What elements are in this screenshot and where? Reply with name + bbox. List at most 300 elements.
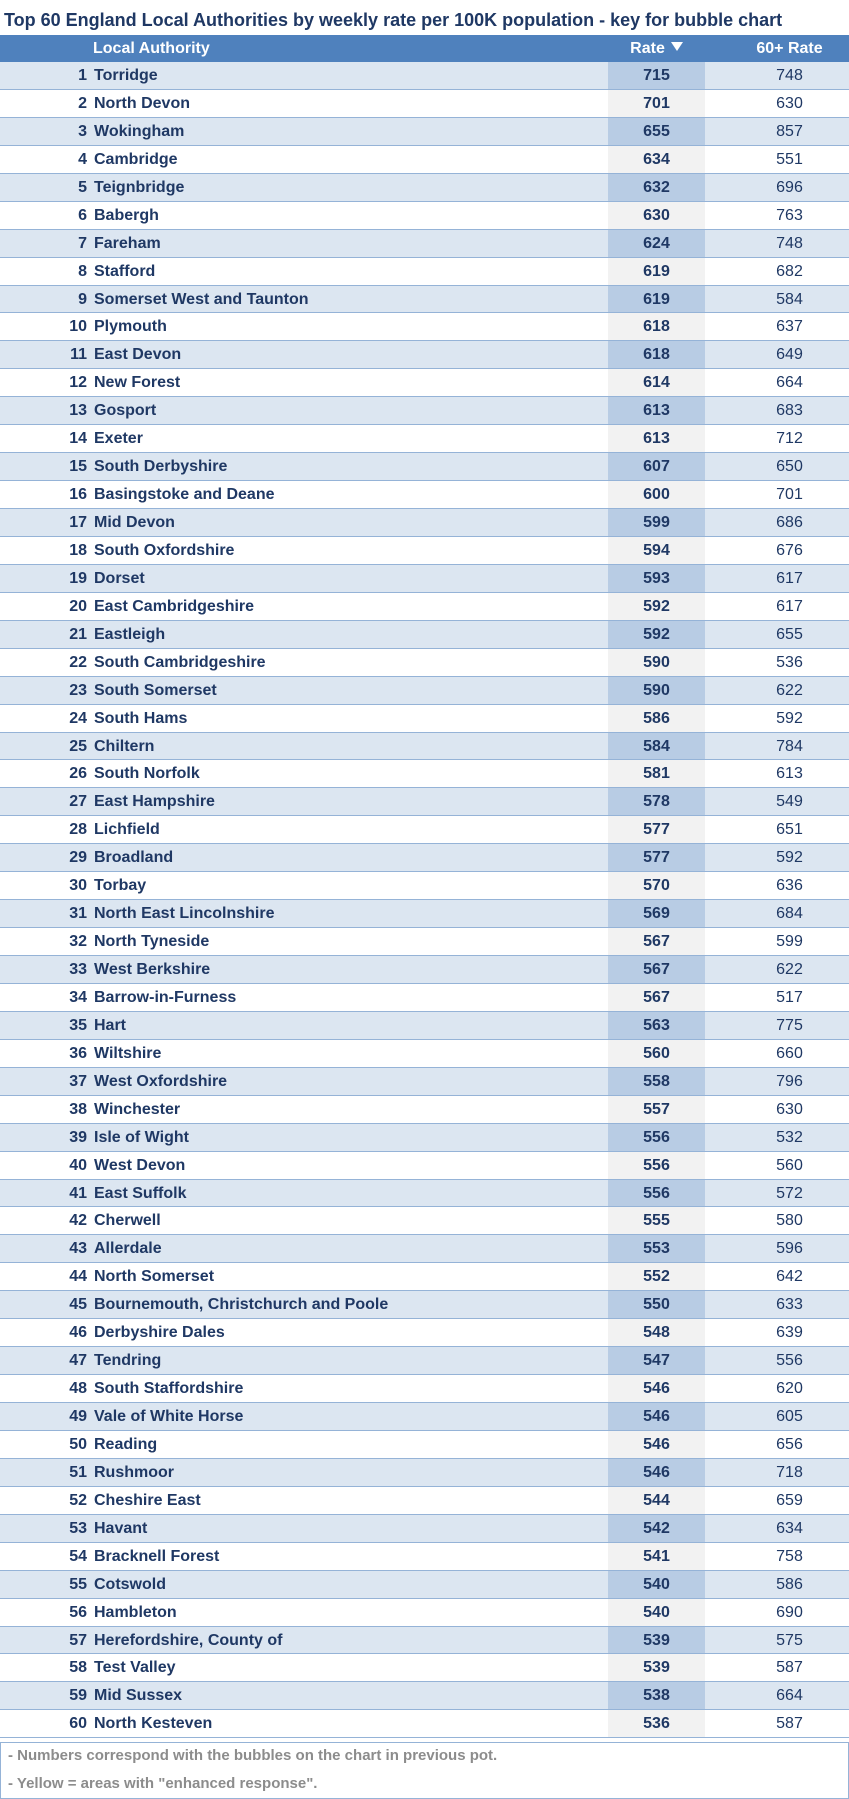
row-60-plus-rate: 592 [776,849,803,867]
row-rank: 27 [69,793,87,811]
table-row [0,872,849,900]
row-local-authority: Herefordshire, County of [94,1631,283,1649]
row-60-plus-rate: 682 [776,262,803,280]
table-row [0,788,849,816]
row-rate: 592 [608,593,705,620]
row-rate: 613 [608,425,705,452]
row-rank: 24 [69,709,87,727]
table-row [0,733,849,761]
row-rate: 546 [608,1403,705,1430]
row-local-authority: North Devon [94,94,190,112]
row-60-plus-rate: 613 [776,765,803,783]
row-rank: 35 [69,1016,87,1034]
row-rate: 556 [608,1152,705,1179]
row-rate: 630 [608,202,705,229]
row-rate: 655 [608,118,705,145]
row-local-authority: Vale of White Horse [94,1408,244,1425]
row-60-plus-rate: 605 [776,1408,803,1425]
row-rate: 618 [608,313,705,340]
row-rate: 539 [608,1627,705,1654]
row-local-authority: Gosport [94,402,157,420]
row-rank: 5 [78,178,87,196]
row-rank: 40 [69,1156,87,1174]
row-rank: 8 [78,262,87,280]
row-60-plus-rate: 580 [776,1212,803,1230]
row-60-plus-rate: 634 [776,1519,803,1537]
row-local-authority: Cambridge [94,150,178,168]
table-row [0,1152,849,1180]
row-60-plus-rate: 617 [776,569,803,587]
row-rate: 614 [608,369,705,396]
row-local-authority: Babergh [94,206,159,224]
row-rate: 563 [608,1012,705,1039]
row-local-authority: Tendring [94,1352,162,1370]
row-local-authority: New Forest [94,374,181,392]
row-local-authority: Hambleton [94,1603,177,1621]
row-rate: 567 [608,984,705,1011]
row-rank: 50 [69,1435,87,1453]
row-rate: 599 [608,509,705,536]
row-local-authority: Isle of Wight [94,1128,189,1146]
row-60-plus-rate: 556 [776,1352,803,1370]
row-rank: 47 [69,1352,87,1370]
row-60-plus-rate: 587 [776,1715,803,1733]
table-row [0,1012,849,1040]
row-60-plus-rate: 560 [776,1156,803,1174]
table-row [0,1627,849,1655]
row-local-authority: Broadland [94,849,174,867]
row-60-plus-rate: 592 [776,709,803,727]
table-row [0,481,849,509]
row-rate: 618 [608,341,705,368]
table-row [0,1207,849,1235]
table-row [0,1124,849,1152]
row-60-plus-rate: 660 [776,1044,803,1062]
table-row [0,1543,849,1571]
row-rank: 14 [69,430,87,448]
row-rate: 634 [608,146,705,173]
row-rate: 567 [608,928,705,955]
row-rate: 541 [608,1543,705,1570]
row-rank: 45 [69,1296,87,1314]
table-row [0,593,849,621]
row-rank: 57 [69,1631,87,1649]
row-local-authority: Test Valley [94,1659,176,1677]
row-rate: 624 [608,230,705,257]
row-rank: 10 [69,318,87,336]
row-local-authority: Rushmoor [94,1463,174,1481]
table-row [0,1347,849,1375]
row-rank: 54 [69,1547,87,1565]
table-row [0,453,849,481]
table-row [0,230,849,258]
table-row [0,62,849,90]
row-rank: 42 [69,1212,87,1230]
table-row [0,1654,849,1682]
row-rate: 581 [608,760,705,787]
row-rate: 584 [608,733,705,760]
table-row [0,537,849,565]
row-local-authority: Lichfield [94,821,160,839]
row-rate: 550 [608,1291,705,1318]
row-rate: 544 [608,1487,705,1514]
row-rank: 31 [69,905,87,923]
row-rank: 46 [69,1324,87,1342]
table-row [0,258,849,286]
row-rank: 36 [69,1044,87,1062]
row-local-authority: East Cambridgeshire [94,597,255,615]
row-rank: 3 [78,122,87,140]
row-rank: 41 [69,1184,87,1202]
table-row [0,649,849,677]
row-60-plus-rate: 636 [776,877,803,895]
table-body [0,62,849,1738]
column-header-rate[interactable] [608,35,705,62]
row-rate: 577 [608,816,705,843]
column-header-60-plus-rate[interactable]: 60+ Rate [756,40,823,57]
row-60-plus-rate: 696 [776,178,803,196]
row-local-authority: West Berkshire [94,961,211,978]
row-local-authority: Fareham [94,234,161,252]
row-60-plus-rate: 637 [776,318,803,336]
row-local-authority: Derbyshire Dales [94,1324,225,1342]
table-row [0,565,849,593]
row-rate: 555 [608,1207,705,1234]
row-60-plus-rate: 655 [776,625,803,643]
row-local-authority: Wokingham [94,122,185,140]
row-rate: 594 [608,537,705,564]
row-rank: 25 [69,737,87,755]
row-rank: 19 [69,569,87,587]
row-60-plus-rate: 712 [776,430,803,448]
table-row [0,1571,849,1599]
row-rate: 540 [608,1571,705,1598]
note-bubbles: - Numbers correspond with the bubbles on the chart in previous pot. [8,1747,498,1764]
row-rate: 607 [608,453,705,480]
row-rate: 569 [608,900,705,927]
row-rank: 55 [69,1575,87,1593]
row-rate: 619 [608,286,705,313]
row-60-plus-rate: 690 [776,1603,803,1621]
table-row [0,1403,849,1431]
row-local-authority: South Oxfordshire [94,541,235,559]
row-rate: 613 [608,397,705,424]
row-60-plus-rate: 649 [776,346,803,364]
row-rate: 546 [608,1459,705,1486]
row-rate: 548 [608,1319,705,1346]
table-row [0,1459,849,1487]
row-rate: 536 [608,1710,705,1737]
row-60-plus-rate: 659 [776,1491,803,1509]
row-rank: 49 [69,1408,87,1425]
row-rate: 577 [608,844,705,871]
row-local-authority: Plymouth [94,318,167,336]
row-rank: 17 [69,514,87,531]
row-rank: 39 [69,1128,87,1146]
row-60-plus-rate: 748 [776,234,803,252]
row-rank: 53 [69,1519,87,1537]
row-60-plus-rate: 676 [776,541,803,559]
row-local-authority: Mid Sussex [94,1687,183,1705]
table-row [0,621,849,649]
row-rank: 2 [78,94,87,112]
table-row [0,174,849,202]
row-local-authority: Stafford [94,262,156,280]
row-60-plus-rate: 596 [776,1240,803,1258]
row-rate: 539 [608,1654,705,1681]
row-60-plus-rate: 617 [776,597,803,615]
table-row [0,1180,849,1208]
row-rank: 22 [69,653,87,671]
table-row [0,146,849,174]
row-60-plus-rate: 656 [776,1435,803,1453]
table-row [0,1291,849,1319]
row-rate: 586 [608,705,705,732]
row-60-plus-rate: 642 [776,1268,803,1286]
row-local-authority: East Hampshire [94,793,215,811]
row-local-authority: North East Lincolnshire [94,905,275,923]
row-rank: 15 [69,458,87,476]
row-60-plus-rate: 586 [776,1575,803,1593]
row-60-plus-rate: 622 [776,961,803,978]
page-title: Top 60 England Local Authorities by weekly rate per 100K population - key for bubble chart [4,10,783,30]
row-rank: 32 [69,933,87,951]
table-row [0,1319,849,1347]
row-local-authority: South Staffordshire [94,1380,244,1398]
row-local-authority: Teignbridge [94,178,185,196]
row-rank: 23 [69,681,87,699]
row-rate: 593 [608,565,705,592]
row-rate: 578 [608,788,705,815]
table-row [0,1375,849,1403]
row-rate: 538 [608,1682,705,1709]
row-rate: 590 [608,677,705,704]
table-row [0,118,849,146]
row-local-authority: Eastleigh [94,625,166,643]
row-rate: 556 [608,1124,705,1151]
row-local-authority: South Somerset [94,681,217,699]
row-rate: 546 [608,1431,705,1458]
row-60-plus-rate: 639 [776,1324,803,1342]
row-60-plus-rate: 599 [776,933,803,951]
row-60-plus-rate: 536 [776,653,803,671]
table-row [0,1431,849,1459]
table-row [0,397,849,425]
row-local-authority: Winchester [94,1100,181,1118]
row-rank: 60 [69,1715,87,1733]
row-local-authority: West Oxfordshire [94,1072,228,1090]
row-rank: 6 [78,206,87,224]
row-60-plus-rate: 587 [776,1659,803,1677]
table-row [0,1068,849,1096]
table-row [0,1599,849,1627]
row-local-authority: Cherwell [94,1212,161,1230]
row-60-plus-rate: 551 [776,150,803,168]
row-local-authority: South Hams [94,709,188,727]
table-row [0,509,849,537]
row-rank: 30 [69,877,87,895]
row-rank: 33 [69,961,87,978]
row-local-authority: Reading [94,1435,158,1453]
row-rank: 37 [69,1072,87,1090]
row-rate: 600 [608,481,705,508]
row-local-authority: Hart [94,1016,127,1034]
row-60-plus-rate: 748 [776,67,803,84]
row-local-authority: Cotswold [94,1575,166,1593]
row-rank: 13 [69,402,87,420]
table-row [0,1040,849,1068]
row-rank: 44 [69,1268,87,1286]
table-row [0,677,849,705]
row-local-authority: Wiltshire [94,1044,162,1062]
table-row [0,956,849,984]
row-rate: 540 [608,1599,705,1626]
row-local-authority: Torridge [94,67,158,84]
row-local-authority: Mid Devon [94,514,175,531]
notes-box [0,1742,849,1799]
row-60-plus-rate: 517 [776,988,803,1006]
row-local-authority: Cheshire East [94,1491,201,1509]
row-rate: 542 [608,1515,705,1542]
row-rate: 592 [608,621,705,648]
table-row [0,900,849,928]
table-row [0,705,849,733]
row-60-plus-rate: 572 [776,1184,803,1202]
table-row [0,984,849,1012]
row-60-plus-rate: 664 [776,374,803,392]
row-local-authority: South Derbyshire [94,458,228,476]
row-rate: 556 [608,1180,705,1207]
table-row [0,1682,849,1710]
authority-table [0,35,849,1738]
row-rank: 48 [69,1380,87,1398]
row-rate: 570 [608,872,705,899]
row-60-plus-rate: 651 [776,821,803,839]
row-local-authority: Chiltern [94,737,155,755]
row-60-plus-rate: 763 [776,206,803,224]
row-rate: 547 [608,1347,705,1374]
row-local-authority: Barrow-in-Furness [94,988,237,1006]
table-row [0,1235,849,1263]
row-local-authority: Havant [94,1519,148,1537]
row-60-plus-rate: 549 [776,793,803,811]
column-header-local-authority[interactable]: Local Authority [93,40,210,57]
row-rate: 701 [608,90,705,117]
row-rank: 28 [69,821,87,839]
row-local-authority: North Kesteven [94,1715,213,1733]
row-60-plus-rate: 575 [776,1631,803,1649]
row-rank: 52 [69,1491,87,1509]
table-header [0,35,849,62]
row-rank: 16 [69,486,87,504]
table-row [0,202,849,230]
row-rank: 59 [69,1687,87,1705]
row-rank: 18 [69,541,87,559]
row-rate: 546 [608,1375,705,1402]
row-60-plus-rate: 784 [776,737,803,755]
row-60-plus-rate: 684 [776,905,803,923]
table-row [0,90,849,118]
row-local-authority: Basingstoke and Deane [94,486,275,504]
row-local-authority: Somerset West and Taunton [94,290,309,308]
row-rate: 567 [608,956,705,983]
row-60-plus-rate: 650 [776,458,803,476]
row-rate: 715 [608,62,705,89]
row-60-plus-rate: 584 [776,290,803,308]
row-rank: 9 [78,290,87,308]
row-local-authority: Dorset [94,569,145,587]
table-row [0,1263,849,1291]
table-row [0,1710,849,1738]
note-yellow: - Yellow = areas with "enhanced response". [8,1775,318,1792]
row-rank: 34 [69,988,87,1006]
row-rate: 590 [608,649,705,676]
row-local-authority: Torbay [94,877,147,895]
row-rate: 553 [608,1235,705,1262]
row-rank: 7 [78,234,87,252]
table-row [0,286,849,314]
row-rank: 20 [69,597,87,615]
table-row [0,928,849,956]
table-row [0,844,849,872]
row-60-plus-rate: 718 [776,1463,803,1481]
sort-descending-icon[interactable] [671,42,683,51]
row-rate: 560 [608,1040,705,1067]
row-rank: 38 [69,1100,87,1118]
row-rank: 29 [69,849,87,867]
row-60-plus-rate: 620 [776,1380,803,1398]
row-local-authority: North Tyneside [94,933,210,951]
column-header-rate-label: Rate [630,40,665,57]
row-rate: 552 [608,1263,705,1290]
row-60-plus-rate: 633 [776,1296,803,1314]
row-local-authority: Bournemouth, Christchurch and Poole [94,1296,389,1314]
table-row [0,816,849,844]
row-local-authority: East Suffolk [94,1184,187,1202]
row-local-authority: East Devon [94,346,182,364]
row-rank: 21 [69,625,87,643]
table-row [0,425,849,453]
table-row [0,760,849,788]
table-row [0,369,849,397]
table-row [0,1487,849,1515]
row-60-plus-rate: 683 [776,402,803,420]
row-rank: 11 [70,346,87,364]
table-row [0,313,849,341]
row-rate: 632 [608,174,705,201]
row-60-plus-rate: 758 [776,1547,803,1565]
row-60-plus-rate: 796 [776,1072,803,1090]
row-rate: 619 [608,258,705,285]
row-local-authority: West Devon [94,1156,186,1174]
row-local-authority: South Norfolk [94,765,200,783]
row-60-plus-rate: 630 [776,1100,803,1118]
row-60-plus-rate: 775 [776,1016,803,1034]
row-local-authority: Allerdale [94,1240,162,1258]
row-local-authority: South Cambridgeshire [94,653,266,671]
row-local-authority: North Somerset [94,1268,215,1286]
row-rank: 56 [69,1603,87,1621]
row-rate: 557 [608,1096,705,1123]
row-rank: 43 [69,1240,87,1258]
row-rank: 1 [78,67,87,84]
row-60-plus-rate: 664 [776,1687,803,1705]
row-60-plus-rate: 857 [776,122,803,140]
row-rank: 58 [69,1659,87,1677]
row-60-plus-rate: 701 [776,486,803,504]
row-rank: 51 [69,1463,87,1481]
row-local-authority: Bracknell Forest [94,1547,220,1565]
